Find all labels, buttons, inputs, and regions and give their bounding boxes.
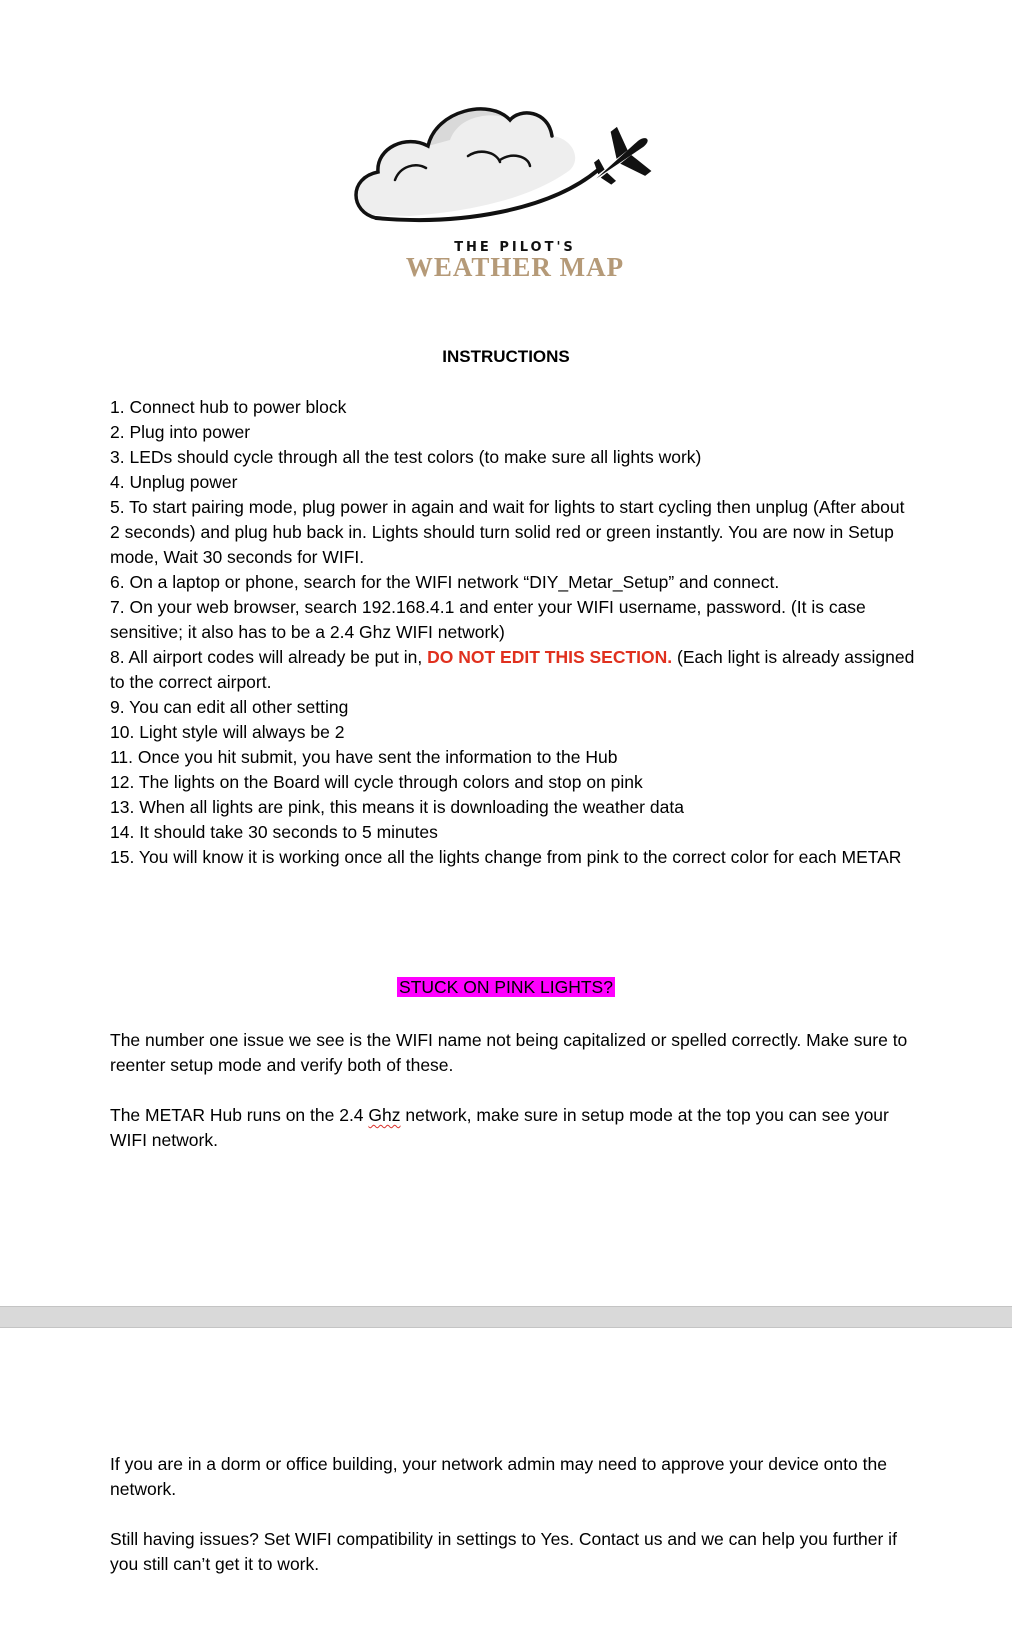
step-item: 11. Once you hit submit, you have sent the information to the Hub xyxy=(110,747,618,767)
step-item-8 xyxy=(110,645,916,695)
troubleshoot-paragraph-3: If you are in a dorm or office building, your network admin may need to approve your device onto the network. xyxy=(110,1454,887,1499)
step-item: 1. Connect hub to power block xyxy=(110,397,347,417)
step-item: 6. On a laptop or phone, search for the WIFI network “DIY_Metar_Setup” and connect. xyxy=(110,572,780,592)
spellcheck-flagged-word[interactable]: Ghz xyxy=(368,1105,401,1125)
para2-after: network, make sure in setup mode at the top you can see your WIFI network. xyxy=(110,1105,889,1150)
logo-title: WEATHER MAP xyxy=(405,252,625,282)
step-item: 9. You can edit all other setting xyxy=(110,697,349,717)
logo-subtitle: THE PILOT'S xyxy=(454,240,576,255)
step-item: 2. Plug into power xyxy=(110,422,251,442)
step-item: 15. You will know it is working once all the lights change from pink to the correct color for each METAR xyxy=(110,847,902,867)
brand-logo xyxy=(350,100,680,290)
para2-before: The METAR Hub runs on the 2.4 xyxy=(110,1105,369,1125)
stuck-on-pink-heading: STUCK ON PINK LIGHTS? xyxy=(399,977,613,997)
step-item: 3. LEDs should cycle through all the test colors (to make sure all lights work) xyxy=(110,447,702,467)
instruction-steps xyxy=(110,395,916,870)
instructions-heading: INSTRUCTIONS xyxy=(442,347,570,366)
step-item: 13. When all lights are pink, this means it is downloading the weather data xyxy=(110,797,684,817)
step-item: 4. Unplug power xyxy=(110,472,238,492)
step-item: 12. The lights on the Board will cycle through colors and stop on pink xyxy=(110,772,643,792)
stuck-heading-block xyxy=(0,975,1012,1000)
troubleshoot-paragraph-2 xyxy=(110,1103,916,1153)
step-item: 14. It should take 30 seconds to 5 minutes xyxy=(110,822,438,842)
step-item: 10. Light style will always be 2 xyxy=(110,722,345,742)
do-not-edit-warning: DO NOT EDIT THIS SECTION. xyxy=(427,647,673,667)
step-item: 5. To start pairing mode, plug power in again and wait for lights to start cycling then unplug (After about 2 seconds) and plug hub back in. Lights should turn solid red or green instantly. You are now in Setup mode, Wait 30 seconds for WIFI. xyxy=(110,497,905,567)
cloud-airplane-icon xyxy=(350,100,680,240)
step-item: 7. On your web browser, search 192.168.4.1 and enter your WIFI username, password. (It is case sensitive; it also has to be a 2.4 Ghz WIFI network) xyxy=(110,597,866,642)
page-break xyxy=(0,1306,1012,1328)
troubleshoot-paragraph-1: The number one issue we see is the WIFI name not being capitalized or spelled correctly. Make sure to reenter setup mode and verify both of these. xyxy=(110,1030,908,1075)
step-8-after: (Each light is already assigned to the correct airport. xyxy=(110,647,915,692)
step-8-before: 8. All airport codes will already be put in, xyxy=(110,647,428,667)
troubleshoot-paragraph-4: Still having issues? Set WIFI compatibility in settings to Yes. Contact us and we can help you further if you still can’t get it to work. xyxy=(110,1529,897,1574)
